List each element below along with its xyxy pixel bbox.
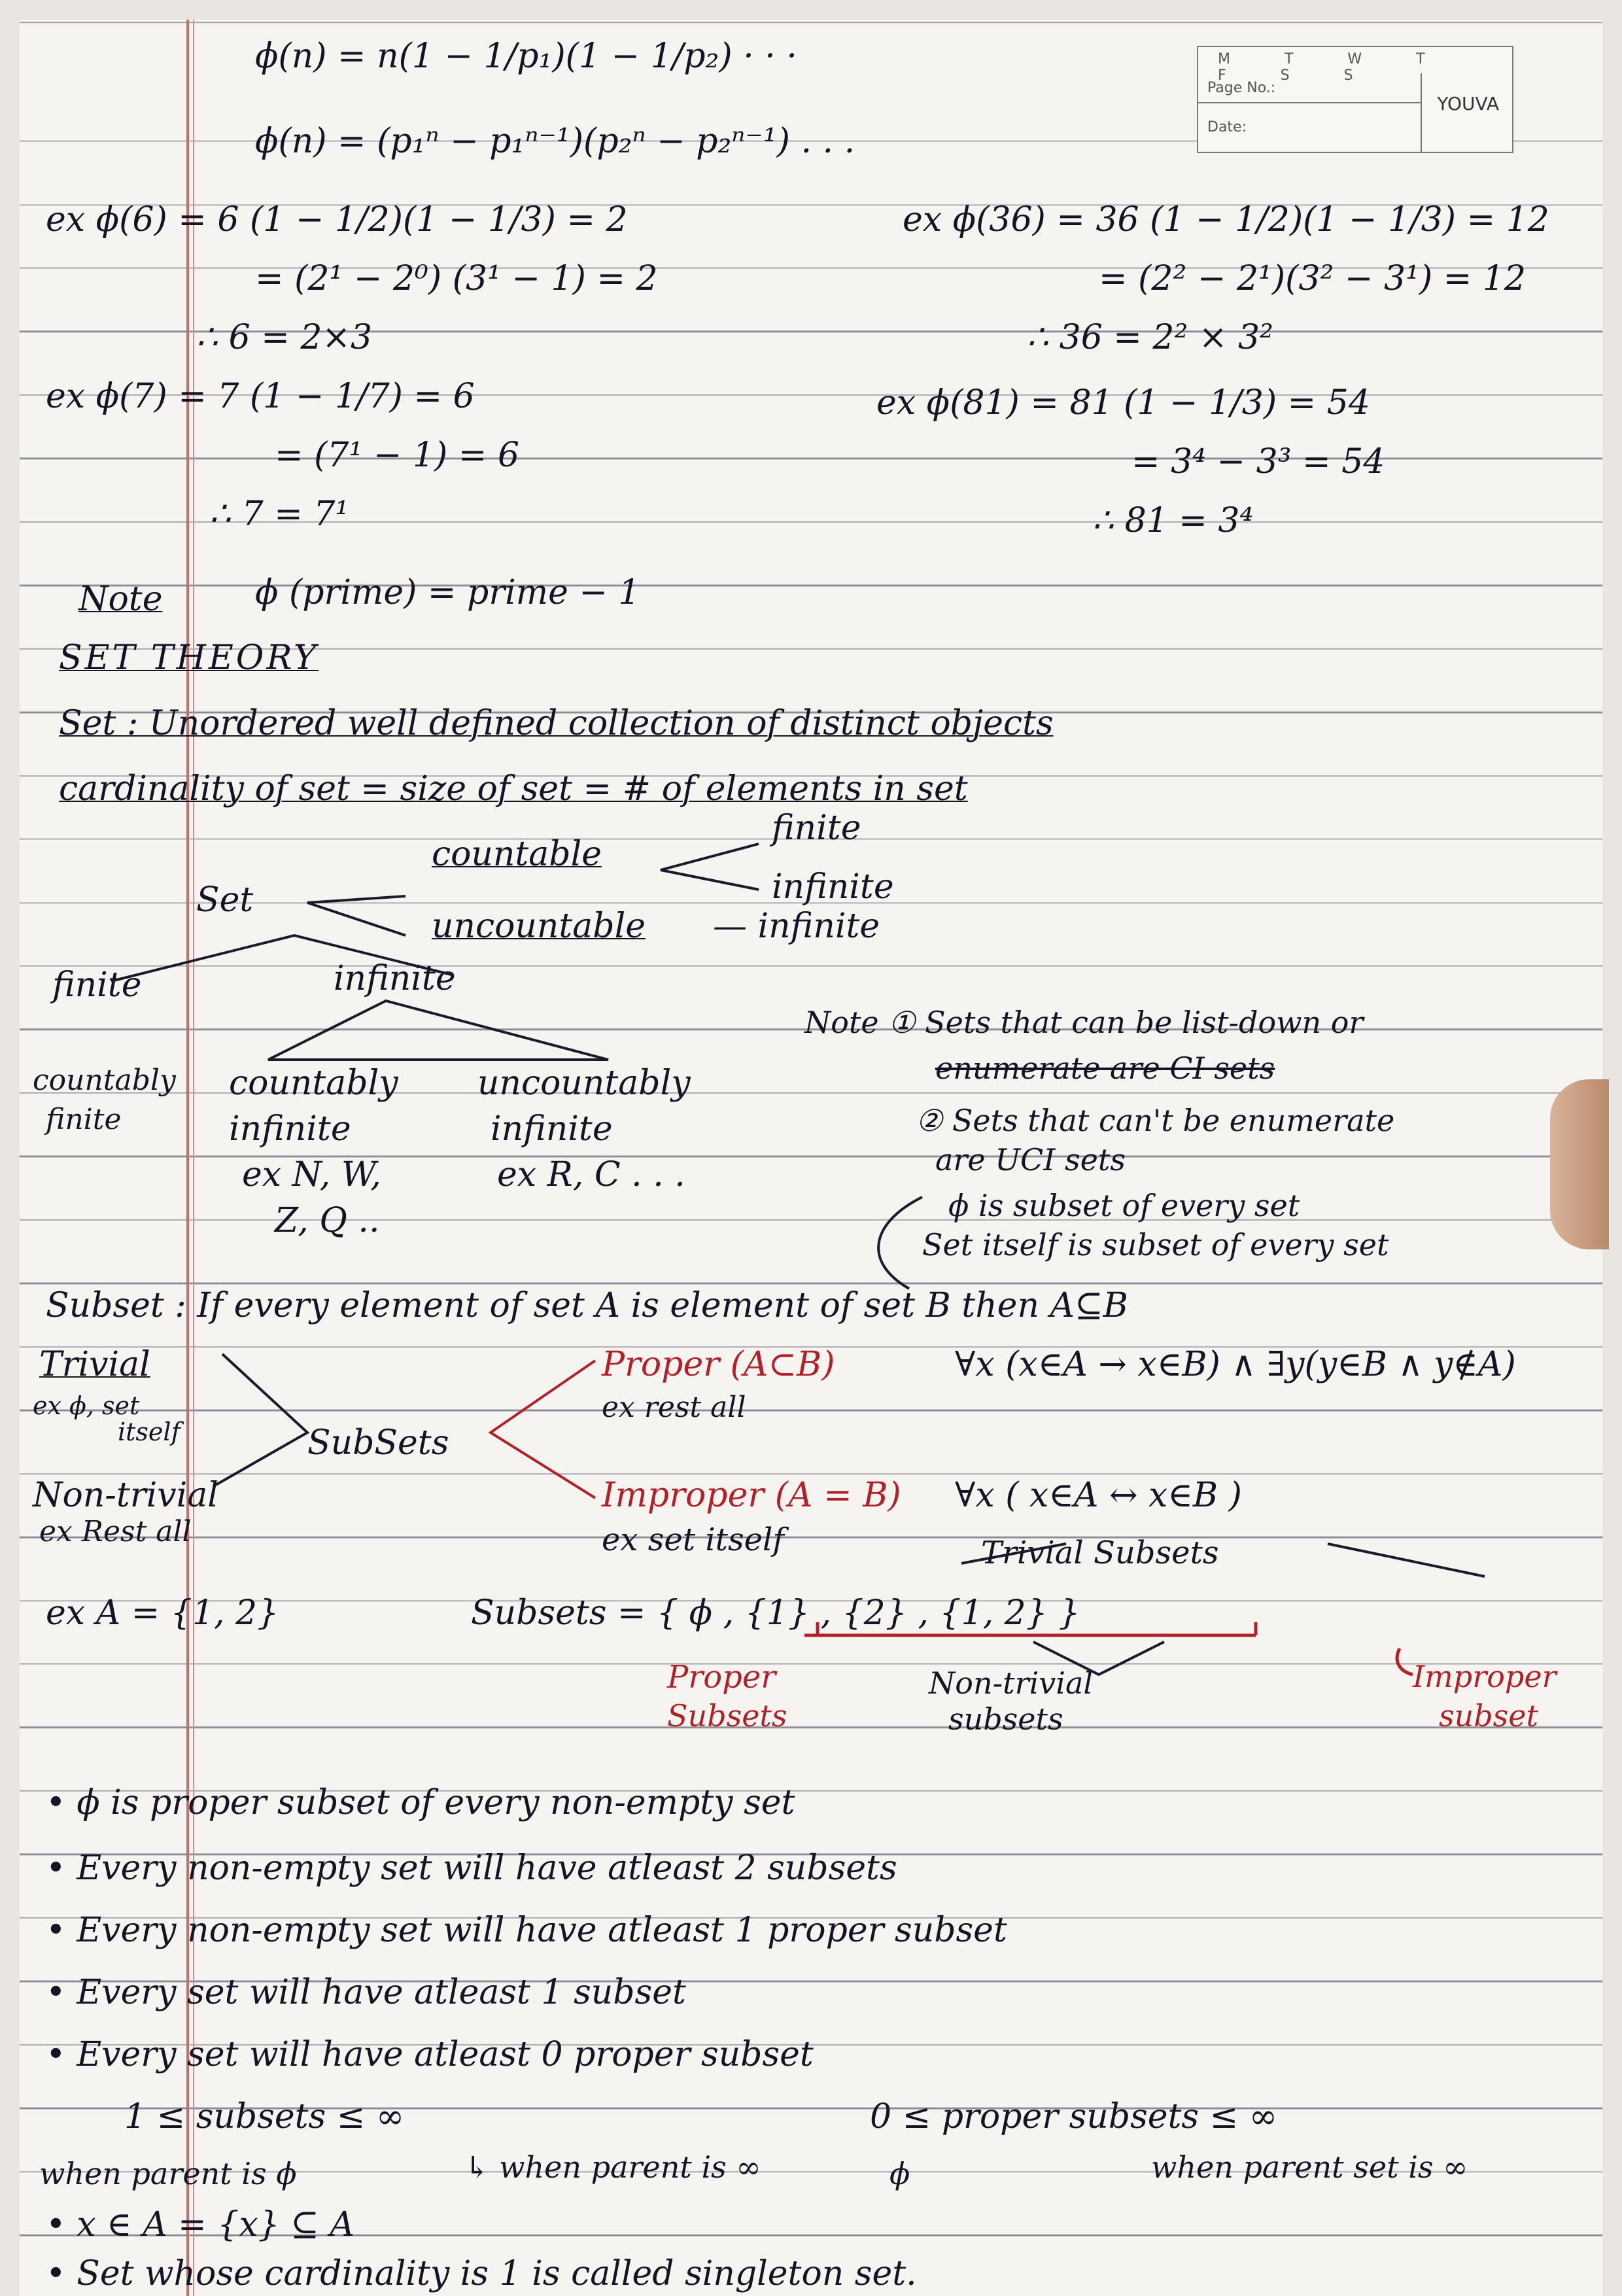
nontrivial-brace bbox=[1033, 1642, 1164, 1675]
nontrivial-example: ex Rest all bbox=[39, 1515, 192, 1548]
phi-subset-note: ϕ is subset of every set bbox=[948, 1188, 1300, 1223]
improper-label: Improper (A = B) bbox=[602, 1476, 901, 1515]
hand-drawn-lines bbox=[20, 20, 1602, 2296]
tree-brace-countable bbox=[661, 844, 759, 890]
element-singleton-equivalence: • x ∈ A = {x} ⊆ A bbox=[46, 2205, 354, 2244]
improper-formula: ∀x ( x∈A ↔ x∈B ) bbox=[955, 1476, 1242, 1515]
example-subsets-list: Subsets = { ϕ , {1} , {2} , {1, 2} } bbox=[471, 1593, 1080, 1633]
improper-subset-label-2: subset bbox=[1439, 1698, 1538, 1733]
bullet-phi-proper: • ϕ is proper subset of every non-empty set bbox=[46, 1783, 795, 1822]
improper-example: ex set itself bbox=[602, 1522, 785, 1558]
when-parent-set-infinite: when parent set is ∞ bbox=[1151, 2149, 1468, 2185]
countably-infinite-examples-2: Z, Q .. bbox=[275, 1201, 380, 1240]
trivial-subsets-label: Trivial Subsets bbox=[981, 1535, 1219, 1571]
bullet-two-subsets: • Every non-empty set will have atleast 2 subsets bbox=[46, 1849, 897, 1888]
proper-subset-range: 0 ≤ proper subsets ≤ ∞ bbox=[870, 2097, 1278, 2136]
bullet-one-subset: • Every set will have atleast 1 subset bbox=[46, 1973, 686, 2012]
subset-definition: Subset : If every element of set A is element of set B then A⊆B bbox=[46, 1286, 1128, 1325]
note-label: Note bbox=[78, 580, 163, 619]
example-phi-7-step: = (7¹ − 1) = 6 bbox=[275, 436, 520, 475]
set-itself-subset-note: Set itself is subset of every set bbox=[922, 1227, 1389, 1262]
cardinality-definition: cardinality of set = size of set = # of elements in set bbox=[59, 769, 968, 809]
countable-finite: finite bbox=[772, 809, 861, 848]
countable-label: countable bbox=[432, 835, 602, 874]
subsets-center-label: SubSets bbox=[307, 1423, 449, 1463]
singleton-definition: • Set whose cardinality is 1 is called singleton set. bbox=[46, 2254, 917, 2293]
note-enumerate-2: ② Sets that can't be enumerate bbox=[916, 1103, 1395, 1138]
brand-logo: YOUVA bbox=[1437, 93, 1499, 114]
countable-infinite: infinite bbox=[772, 867, 894, 907]
totient-formula-1: ϕ(n) = n(1 − 1/p₁)(1 − 1/p₂) · · · bbox=[255, 37, 797, 76]
countably-infinite-examples: ex N, W, bbox=[242, 1155, 381, 1194]
example-phi-7: ex ϕ(7) = 7 (1 − 1/7) = 6 bbox=[46, 377, 475, 416]
tree-infinite-triangle bbox=[268, 1001, 608, 1060]
nontrivial-label: Non-trivial bbox=[33, 1476, 218, 1515]
example-phi-81-step: = 3⁴ − 3³ = 54 bbox=[1131, 442, 1385, 481]
note-prime: ϕ (prime) = prime − 1 bbox=[255, 573, 640, 612]
branch-finite: finite bbox=[52, 965, 142, 1005]
uncountably-infinite-examples: ex R, C . . . bbox=[497, 1155, 685, 1194]
proper-formula: ∀x (x∈A → x∈B) ∧ ∃y(y∈B ∧ y∉A) bbox=[955, 1345, 1516, 1384]
note-enumerate-2b: are UCI sets bbox=[935, 1142, 1126, 1177]
countably-infinite-2: infinite bbox=[229, 1109, 351, 1149]
totient-formula-2: ϕ(n) = (p₁ⁿ − p₁ⁿ⁻¹)(p₂ⁿ − p₂ⁿ⁻¹) . . . bbox=[255, 122, 855, 161]
set-theory-heading: SET THEORY bbox=[59, 638, 319, 678]
when-parent-infinite: ↳ when parent is ∞ bbox=[464, 2149, 761, 2185]
page-no-label: Page No.: bbox=[1207, 80, 1276, 96]
weekday-letters: M T W T F S S bbox=[1218, 51, 1450, 84]
example-phi-7-factor: ∴ 7 = 7¹ bbox=[209, 495, 349, 534]
example-phi-36-factor: ∴ 36 = 2² × 3² bbox=[1027, 318, 1273, 357]
improper-arrow bbox=[1397, 1648, 1413, 1675]
example-phi-81-factor: ∴ 81 = 3⁴ bbox=[1092, 501, 1254, 540]
nontrivial-subsets-label: Non-trivial bbox=[929, 1665, 1094, 1701]
countably-infinite: countably bbox=[229, 1064, 398, 1103]
proper-example: ex rest all bbox=[602, 1391, 746, 1424]
example-phi-36-step: = (2² − 2¹)(3² − 3¹) = 12 bbox=[1099, 259, 1527, 298]
proper-subsets-label-2: Subsets bbox=[667, 1698, 787, 1733]
example-phi-6: ex ϕ(6) = 6 (1 − 1/2)(1 − 1/3) = 2 bbox=[46, 200, 628, 239]
bullet-zero-proper: • Every set will have atleast 0 proper subset bbox=[46, 2035, 814, 2074]
trivial-example-2: itself bbox=[118, 1418, 181, 1446]
uncountably-infinite-2: infinite bbox=[491, 1109, 613, 1149]
notebook-page bbox=[20, 20, 1602, 2296]
subset-range: 1 ≤ subsets ≤ ∞ bbox=[124, 2097, 405, 2136]
note-enumerate-1b: enumerate are CI sets bbox=[935, 1051, 1275, 1086]
nontrivial-subsets-label-2: subsets bbox=[948, 1701, 1063, 1737]
when-parent-phi: when parent is ϕ bbox=[39, 2156, 297, 2191]
uncountable-label: uncountable bbox=[432, 907, 646, 946]
bullet-one-proper: • Every non-empty set will have atleast 1 proper subset bbox=[46, 1911, 1007, 1950]
example-phi-81: ex ϕ(81) = 81 (1 − 1/3) = 54 bbox=[876, 383, 1370, 423]
proper-subsets-label: Proper bbox=[667, 1659, 776, 1696]
date-label: Date: bbox=[1207, 119, 1247, 135]
trivial-subsets-brace bbox=[961, 1544, 1485, 1576]
uncountably-infinite: uncountably bbox=[477, 1064, 691, 1103]
example-phi-6-step: = (2¹ − 2⁰) (3¹ − 1) = 2 bbox=[255, 259, 658, 298]
note-enumerate-1: Note ① Sets that can be list-down or bbox=[804, 1005, 1364, 1040]
trivial-example: ex ϕ, set bbox=[33, 1391, 140, 1420]
set-definition: Set : Unordered well defined collection of distinct objects bbox=[59, 704, 1054, 743]
uncountable-infinite: — infinite bbox=[713, 907, 880, 946]
tree-root-branches bbox=[111, 935, 451, 981]
example-set-A: ex A = {1, 2} bbox=[46, 1593, 279, 1633]
improper-subset-label: Improper bbox=[1413, 1659, 1557, 1694]
tree-root-set: Set bbox=[196, 880, 254, 920]
trivial-label: Trivial bbox=[39, 1345, 150, 1384]
branch-infinite: infinite bbox=[334, 959, 456, 998]
tree-brace-set bbox=[307, 896, 406, 935]
proper-label: Proper (A⊂B) bbox=[602, 1345, 835, 1384]
tree-subsets-right bbox=[491, 1361, 595, 1498]
countably-finite-2: finite bbox=[46, 1103, 122, 1136]
example-phi-6-factor: ∴ 6 = 2×3 bbox=[196, 318, 373, 357]
tree-subsets-left bbox=[216, 1354, 307, 1485]
curved-arrow-note bbox=[878, 1197, 922, 1289]
when-parent-phi-2: ϕ bbox=[889, 2156, 910, 2191]
countably-finite: countably bbox=[33, 1064, 176, 1097]
example-phi-36: ex ϕ(36) = 36 (1 − 1/2)(1 − 1/3) = 12 bbox=[903, 200, 1549, 239]
